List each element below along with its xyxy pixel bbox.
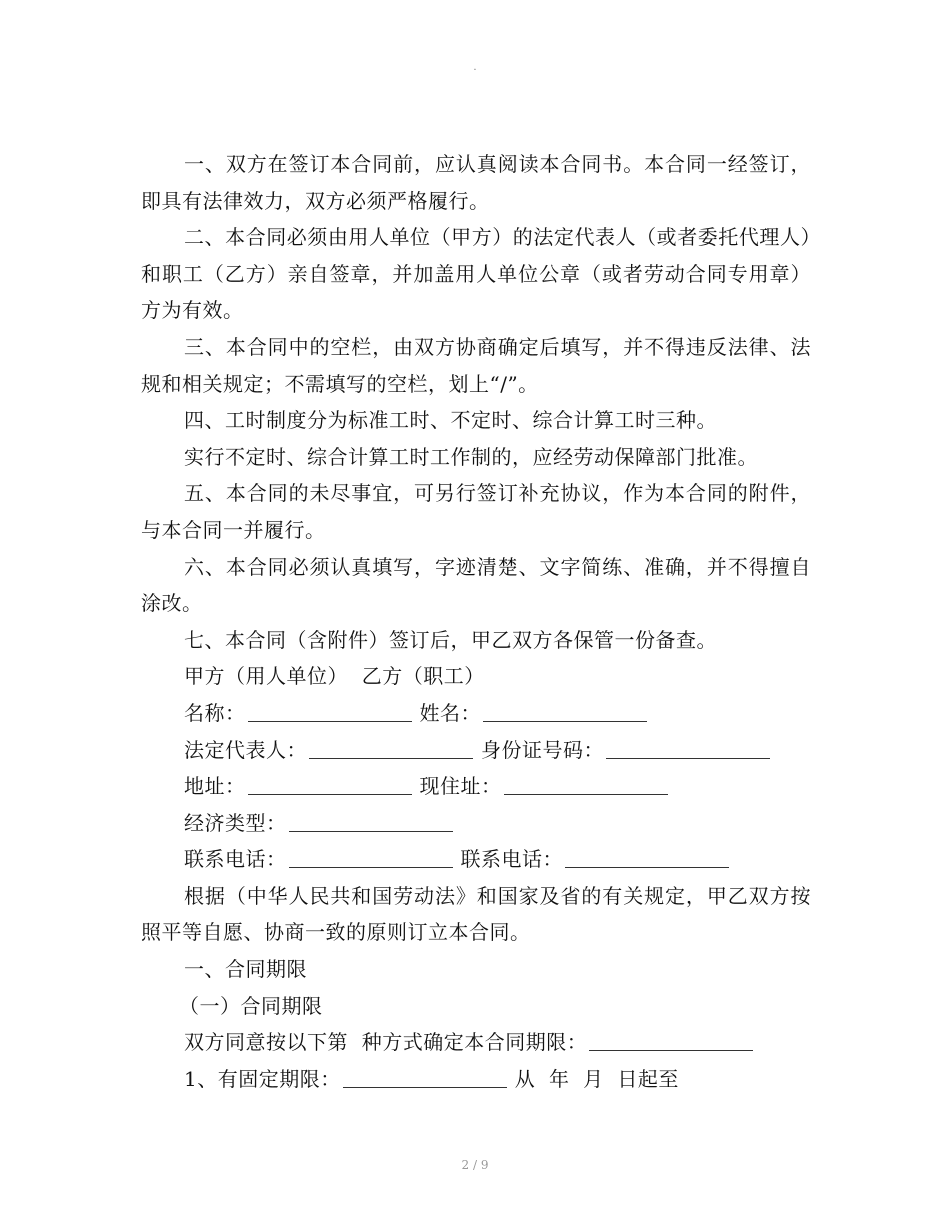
- person-name-label: 姓名：: [419, 700, 481, 725]
- economy-type-label: 经济类型：: [184, 810, 287, 835]
- section-1-subtitle: （一）合同期限: [179, 993, 323, 1018]
- paragraph-4: 四、工时制度分为标准工时、不定时、综合计算工时三种。: [184, 408, 717, 433]
- basis-paragraph: 根据（中华人民共和国劳动法》和国家及省的有关规定，甲乙双方按照平等自愿、协商一致的原则订立本合同。: [141, 883, 811, 945]
- paragraph-5: 实行不定时、综合计算工时工作制的，应经劳动保障部门批准。: [184, 444, 758, 469]
- residence-label: 现住址：: [419, 774, 502, 799]
- id-number-blank[interactable]: [606, 757, 770, 759]
- parties-line: [141, 658, 811, 695]
- document-body: [141, 146, 811, 1097]
- party-b-label: 乙方（职工）: [361, 664, 485, 689]
- section-1-title: 一、合同期限: [184, 957, 307, 982]
- header-mark: .: [473, 62, 477, 73]
- fixed-term-label: 1、有固定期限：: [184, 1066, 341, 1091]
- phone-b-blank[interactable]: [565, 866, 729, 868]
- fixed-term-from: 从 年 月 日起至: [514, 1066, 679, 1091]
- address-blank[interactable]: [248, 793, 412, 795]
- page-number: 2 / 9: [461, 1158, 489, 1172]
- id-number-label: 身份证号码：: [481, 737, 604, 762]
- address-label: 地址：: [184, 774, 246, 799]
- paragraph-3: 三、本合同中的空栏，由双方协商确定后填写，并不得违反法律、法规和相关规定；不需填写的空栏，划上“/”。: [141, 334, 811, 396]
- party-a-label: 甲方（用人单位）: [184, 664, 348, 689]
- legal-rep-line: [141, 732, 811, 769]
- term-choice-blank[interactable]: [589, 1049, 753, 1051]
- paragraph-7: 六、本合同必须认真填写，字迹清楚、文字简练、准确，并不得擅自涂改。: [141, 554, 811, 616]
- fixed-term-line: [141, 1061, 811, 1098]
- name-line: [141, 695, 811, 732]
- paragraph-1: 一、双方在签订本合同前，应认真阅读本合同书。本合同一经签订，即具有法律效力，双方必须严格履行。: [141, 152, 811, 213]
- phone-a-label: 联系电话：: [184, 847, 287, 872]
- phone-line: [141, 841, 811, 878]
- phone-a-blank[interactable]: [289, 866, 453, 868]
- fixed-term-blank[interactable]: [343, 1086, 507, 1088]
- term-choice-text: 双方同意按以下第 种方式确定本合同期限：: [184, 1030, 588, 1055]
- phone-b-label: 联系电话：: [460, 847, 563, 872]
- address-line: [141, 768, 811, 805]
- name-blank[interactable]: [248, 720, 412, 722]
- term-choice-line: [141, 1024, 811, 1061]
- name-label: 名称：: [184, 700, 246, 725]
- legal-rep-label: 法定代表人：: [184, 737, 307, 762]
- economy-type-line: [141, 805, 811, 842]
- paragraph-6: 五、本合同的未尽事宜，可另行签订补充协议，作为本合同的附件，与本合同一并履行。: [141, 481, 811, 542]
- economy-type-blank[interactable]: [289, 830, 453, 832]
- paragraph-2: 二、本合同必须由用人单位（甲方）的法定代表人（或者委托代理人）和职工（乙方）亲自签章，并加盖用人单位公章（或者劳动合同专用章）方为有效。: [141, 225, 811, 323]
- paragraph-8: 七、本合同（含附件）签订后，甲乙双方各保管一份备查。: [184, 627, 717, 652]
- residence-blank[interactable]: [504, 793, 668, 795]
- person-name-blank[interactable]: [483, 720, 647, 722]
- legal-rep-blank[interactable]: [309, 757, 473, 759]
